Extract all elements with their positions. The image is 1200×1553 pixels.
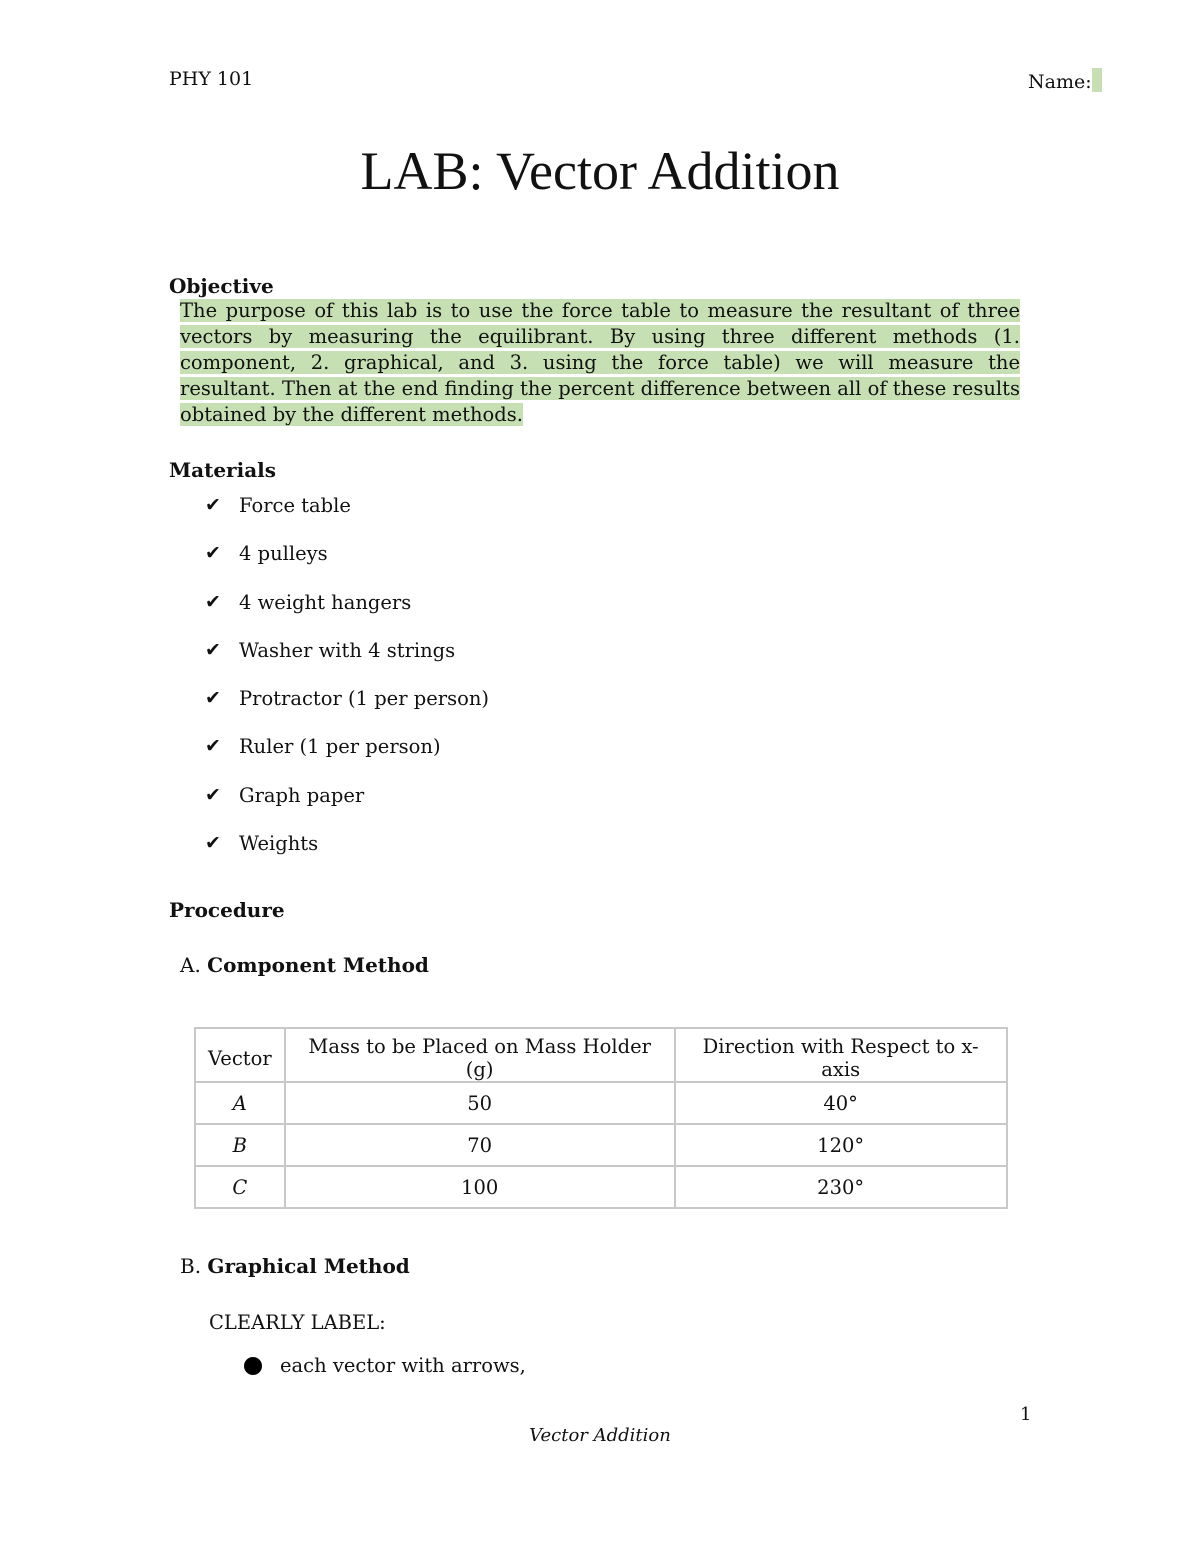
checkmark-icon: ✔ — [205, 687, 221, 710]
list-item: ✔ Graph paper — [205, 783, 365, 807]
table-header: Vector — [195, 1028, 285, 1082]
list-item: ✔ Ruler (1 per person) — [205, 735, 441, 759]
page-title: LAB: Vector Addition — [360, 141, 840, 201]
name-field[interactable] — [1028, 68, 1102, 93]
checkmark-icon: ✔ — [205, 735, 221, 758]
table-cell: 70 — [285, 1124, 675, 1166]
objective-text: The purpose of this lab is to use the force table to measure the resultant of three vectors by measuring the equilibrant. By using three different methods (1. component, 2. graphical, and 3. using the force table) we will measure the resultant. Then at the end finding the percent difference between all of these results obtained by the different methods. — [180, 299, 1020, 426]
checkmark-icon: ✔ — [205, 542, 221, 565]
table-cell: 40° — [675, 1082, 1007, 1124]
checkmark-icon: ✔ — [205, 638, 221, 661]
list-item: ✔ 4 weight hangers — [205, 590, 412, 614]
table-cell: 230° — [675, 1166, 1007, 1208]
list-item: ✔ Weights — [205, 832, 319, 856]
table-row — [195, 1166, 1007, 1208]
objective-paragraph — [180, 298, 1020, 428]
checkmark-icon: ✔ — [205, 783, 221, 806]
table-cell: 100 — [285, 1166, 675, 1208]
procedure-heading: Procedure — [169, 898, 285, 922]
table-cell: C — [195, 1166, 285, 1208]
table-header: Direction with Respect to x-axis — [675, 1028, 1007, 1082]
table-cell: B — [195, 1124, 285, 1166]
name-blank-highlight[interactable] — [1092, 68, 1102, 92]
table-header-row — [195, 1028, 1007, 1082]
checkmark-icon: ✔ — [205, 494, 221, 516]
table-header: Mass to be Placed on Mass Holder (g) — [285, 1028, 675, 1082]
objective-heading: Objective — [169, 274, 274, 298]
list-item: ✔ Force table — [205, 494, 351, 517]
component-method-heading — [180, 953, 429, 977]
table-cell: 120° — [675, 1124, 1007, 1166]
list-item: ✔ Protractor (1 per person) — [205, 687, 489, 711]
section-b-title: Graphical Method — [207, 1254, 410, 1278]
vector-table — [194, 1027, 1008, 1209]
list-item: ✔ Washer with 4 strings — [205, 638, 456, 662]
section-a-title: Component Method — [207, 953, 429, 977]
checkmark-icon: ✔ — [205, 832, 221, 855]
footer-title: Vector Addition — [529, 1425, 671, 1446]
table-cell: A — [195, 1082, 285, 1124]
bullet-icon — [244, 1357, 262, 1375]
list-item: ✔ 4 pulleys — [205, 542, 328, 566]
checkmark-icon: ✔ — [205, 590, 221, 613]
page-number: 1 — [1020, 1404, 1032, 1425]
list-item: each vector with arrows, — [244, 1354, 526, 1377]
materials-list — [205, 494, 489, 880]
graphical-method-heading — [180, 1254, 410, 1278]
table-row — [195, 1082, 1007, 1124]
section-a-prefix: A. — [180, 953, 201, 977]
course-code: PHY 101 — [169, 68, 254, 90]
name-label: Name: — [1028, 71, 1092, 93]
label-instruction: CLEARLY LABEL: — [209, 1311, 386, 1334]
table-row — [195, 1124, 1007, 1166]
table-cell: 50 — [285, 1082, 675, 1124]
section-b-prefix: B. — [180, 1254, 202, 1278]
materials-heading: Materials — [169, 458, 277, 482]
